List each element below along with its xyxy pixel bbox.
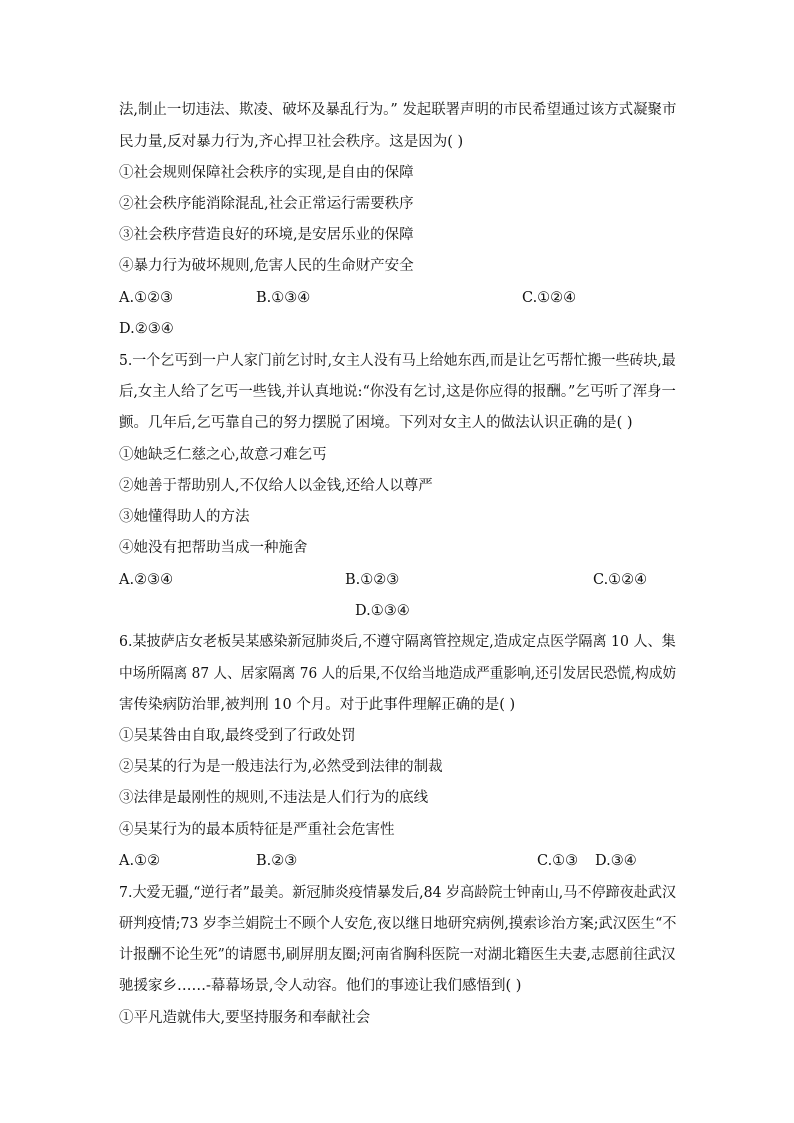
q5-option-a: A.②③④ (119, 572, 174, 588)
q4-statement-3: ③社会秩序营造良好的环境,是安居乐业的保障 (119, 227, 414, 243)
q7-stem-line-4: 驰援家乡……-幕幕场景,令人动容。他们的事迹让我们感悟到( ) (119, 978, 522, 994)
q5-option-d: D.①③④ (355, 603, 410, 619)
q4-statement-2: ②社会秩序能消除混乱,社会正常运行需要秩序 (119, 196, 414, 212)
q5-stem-line-3: 颤。几年后,乞丐靠自己的努力摆脱了困境。下列对女主人的做法认识正确的是( ) (119, 415, 633, 431)
q6-statement-2: ②吴某的行为是一般违法行为,必然受到法律的制裁 (119, 759, 443, 775)
q6-statement-1: ①吴某咎由自取,最终受到了行政处罚 (119, 728, 356, 744)
q7-stem-line-2: 研判疫情;73 岁李兰娟院士不顾个人安危,夜以继日地研究病例,摸索诊治方案;武汉医生“不 (119, 916, 677, 932)
q5-statement-3: ③她懂得助人的方法 (119, 509, 250, 525)
q6-stem-line-3: 害传染病防治罪,被判刑 10 个月。对于此事件理解正确的是( ) (119, 697, 516, 713)
q6-option-d: D.③④ (595, 853, 637, 869)
q4-option-b: B.①③④ (256, 290, 311, 306)
q4-stem-line-1: 法,制止一切违法、欺凌、破坏及暴乱行为。” 发起联署声明的市民希望通过该方式凝聚市 (119, 102, 677, 118)
q6-statement-4: ④吴某行为的最本质特征是严重社会危害性 (119, 822, 395, 838)
q4-option-c: C.①②④ (522, 290, 577, 306)
q7-stem-line-3: 计报酬不论生死”的请愿书,刷屏朋友圈;河南省胸科医院一对湖北籍医生夫妻,志愿前往武汉 (119, 947, 676, 963)
q5-option-b: B.①②③ (345, 572, 400, 588)
q6-statement-3: ③法律是最刚性的规则,不违法是人们行为的底线 (119, 790, 429, 806)
q5-statement-1: ①她缺乏仁慈之心,故意刁难乞丐 (119, 447, 327, 463)
q5-stem-line-1: 5.一个乞丐到一户人家门前乞讨时,女主人没有马上给她东西,而是让乞丐帮忙搬一些砖块,最 (119, 353, 676, 369)
q5-option-c: C.①②④ (593, 572, 648, 588)
q6-stem-line-2: 中场所隔离 87 人、居家隔离 76 人的后果,不仅给当地造成严重影响,还引发居民恐慌,构成妨 (119, 666, 677, 682)
q4-statement-4: ④暴力行为破坏规则,危害人民的生命财产安全 (119, 258, 414, 274)
q5-statement-2: ②她善于帮助别人,不仅给人以金钱,还给人以尊严 (119, 478, 433, 494)
q6-option-a: A.①② (119, 853, 161, 869)
q7-stem-line-1: 7.大爱无疆,“逆行者”最美。新冠肺炎疫情暴发后,84 岁高龄院士钟南山,马不停蹄夜赴武汉 (119, 885, 677, 901)
q4-statement-1: ①社会规则保障社会秩序的实现,是自由的保障 (119, 165, 414, 181)
q4-option-d: D.②③④ (119, 321, 174, 337)
q6-option-b: B.②③ (256, 853, 298, 869)
q4-stem-line-2: 民力量,反对暴力行为,齐心捍卫社会秩序。这是因为( ) (119, 134, 464, 150)
q5-stem-line-2: 后,女主人给了乞丐一些钱,并认真地说:“你没有乞讨,这是你应得的报酬。”乞丐听了浑身一 (119, 384, 676, 400)
q6-option-c: C.①③ (537, 853, 579, 869)
q4-option-a: A.①②③ (119, 290, 174, 306)
q5-statement-4: ④她没有把帮助当成一种施舍 (119, 540, 308, 556)
q6-stem-line-1: 6.某披萨店女老板吴某感染新冠肺炎后,不遵守隔离管控规定,造成定点医学隔离 10 人、集 (119, 634, 676, 650)
q7-statement-1: ①平凡造就伟大,要坚持服务和奉献社会 (119, 1010, 371, 1026)
